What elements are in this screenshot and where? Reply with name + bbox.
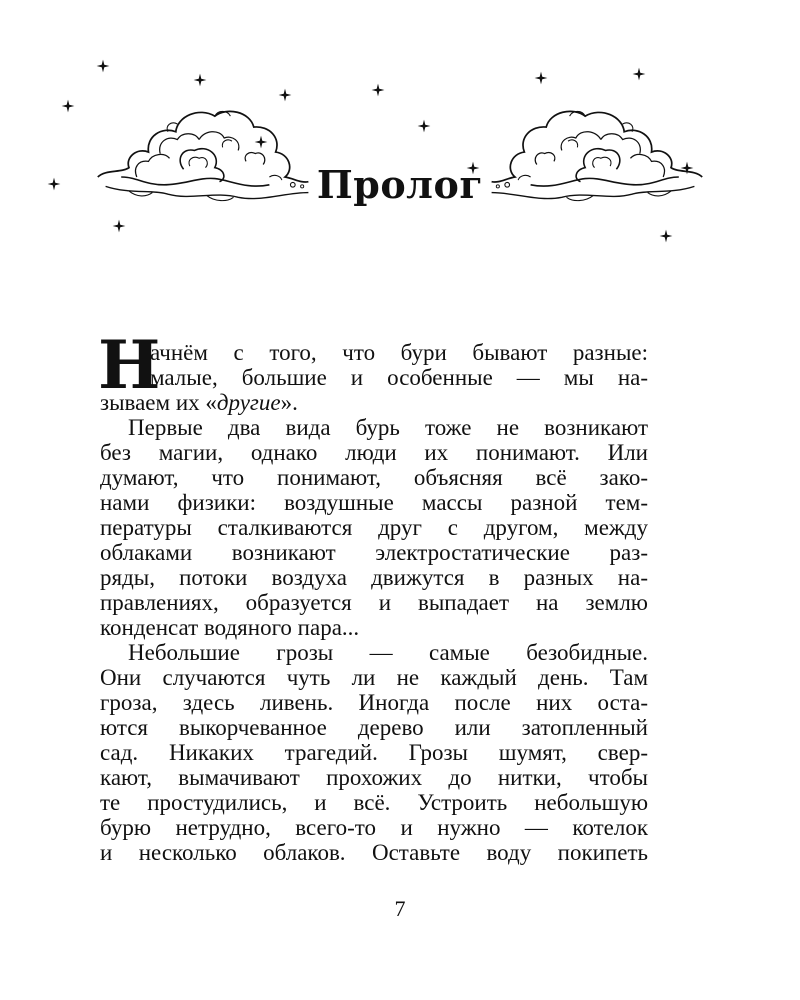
text-line: думают, что понимают, объясняя всё зако- bbox=[100, 465, 648, 490]
text-line: гроза, здесь ливень. Иногда после них оста- bbox=[100, 690, 648, 715]
text-line: без магии, однако люди их понимают. Или bbox=[100, 440, 648, 465]
text-line: правлениях, образуется и выпадает на землю bbox=[100, 590, 648, 615]
text-line: пературы сталкиваются друг с другом, между bbox=[100, 515, 648, 540]
text-line: малые, большие и особенные — мы на- bbox=[150, 365, 648, 390]
text-line: конденсат водяного пара... bbox=[100, 615, 360, 640]
text-line: Небольшие грозы — самые безобидные. bbox=[128, 640, 648, 665]
text-line: и несколько облаков. Оставьте воду покипеть bbox=[100, 840, 648, 865]
text-line: бурю нетрудно, всего-то и нужно — котелок bbox=[100, 815, 648, 840]
text-line: ряды, потоки воздуха движутся в разных на- bbox=[100, 565, 648, 590]
text-line: нами физики: воздушные массы разной тем- bbox=[100, 490, 648, 515]
text-line: Первые два вида бурь тоже не возникают bbox=[128, 415, 648, 440]
chapter-title: Пролог bbox=[316, 162, 484, 207]
text-line: Они случаются чуть ли не каждый день. Там bbox=[100, 665, 648, 690]
chapter-header bbox=[0, 40, 800, 260]
text-line: те простудились, и всё. Устроить небольшую bbox=[100, 790, 648, 815]
text-line: кают, вымачивают прохожих до нитки, чтобы bbox=[100, 765, 648, 790]
left-cloud-ornament bbox=[98, 111, 309, 200]
text-line: облаками возникают электростатические раз- bbox=[100, 540, 648, 565]
drop-cap: Н bbox=[98, 326, 161, 404]
italic-word: другие bbox=[216, 390, 281, 415]
text-line: зываем их «другие». bbox=[100, 390, 298, 415]
text-line: сад. Никаких трагедий. Грозы шумят, свер- bbox=[100, 740, 648, 765]
body-text bbox=[98, 326, 648, 865]
text-line: ачнём с того, что бури бывают разные: bbox=[150, 340, 648, 365]
text-line: ются выкорчеванное дерево или затопленный bbox=[100, 715, 648, 740]
cloud-ornament bbox=[0, 40, 800, 260]
page-number: 7 bbox=[394, 896, 406, 921]
right-cloud-ornament bbox=[492, 111, 703, 200]
